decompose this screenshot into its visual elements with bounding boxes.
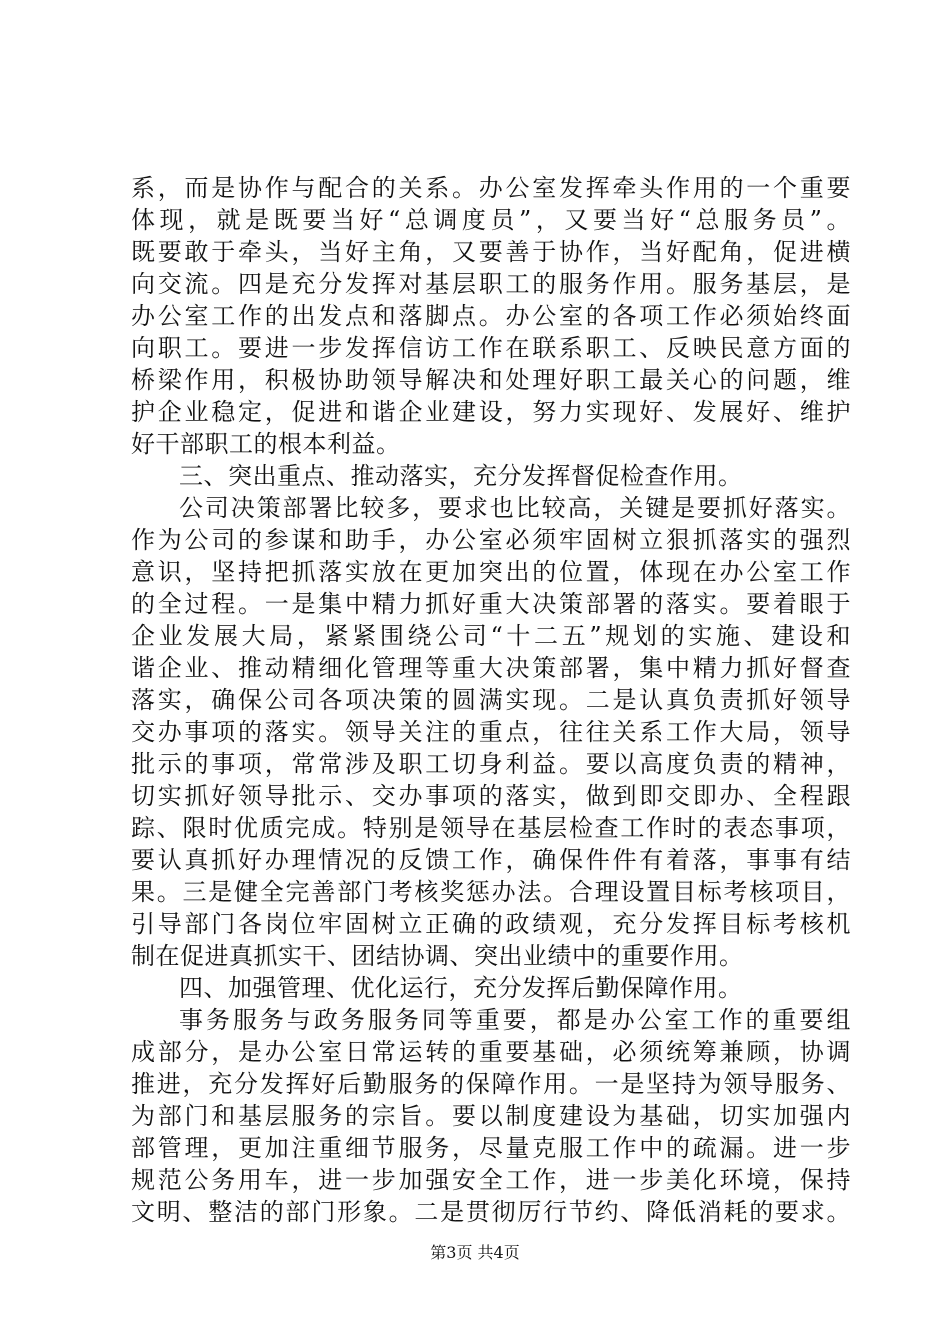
text-line: 为部门和基层服务的宗旨。要以制度建设为基础，切实加强内	[131, 1102, 851, 1130]
text-line: 作为公司的参谋和助手，办公室必须牢固树立狠抓落实的强烈	[131, 526, 851, 554]
text-line: 切实抓好领导批示、交办事项的落实，做到即交即办、全程跟	[131, 782, 851, 810]
text-line: 向职工。要进一步发挥信访工作在联系职工、反映民意方面的	[131, 334, 851, 362]
text-line: 体现，就是既要当好“总调度员”，又要当好“总服务员”。	[131, 206, 851, 234]
text-line: 四、加强管理、优化运行，充分发挥后勤保障作用。	[179, 974, 743, 1002]
text-line: 好干部职工的根本利益。	[131, 430, 401, 458]
text-line: 既要敢于牵头，当好主角，又要善于协作，当好配角，促进横	[131, 238, 851, 266]
text-line: 部管理，更加注重细节服务，尽量克服工作中的疏漏。进一步	[131, 1134, 851, 1162]
body-text	[131, 172, 851, 1228]
text-line: 成部分，是办公室日常运转的重要基础，必须统筹兼顾，协调	[131, 1038, 851, 1066]
text-line: 企业发展大局，紧紧围绕公司“十二五”规划的实施、建设和	[131, 622, 851, 650]
text-line: 公司决策部署比较多，要求也比较高，关键是要抓好落实。	[179, 494, 851, 522]
text-line: 护企业稳定，促进和谐企业建设，努力实现好、发展好、维护	[131, 398, 851, 426]
text-line: 引导部门各岗位牢固树立正确的政绩观，充分发挥目标考核机	[131, 910, 851, 938]
text-line: 事务服务与政务服务同等重要，都是办公室工作的重要组	[179, 1006, 851, 1034]
text-line: 文明、整洁的部门形象。二是贯彻厉行节约、降低消耗的要求。	[131, 1198, 851, 1226]
text-line: 办公室工作的出发点和落脚点。办公室的各项工作必须始终面	[131, 302, 851, 330]
text-line: 向交流。四是充分发挥对基层职工的服务作用。服务基层，是	[131, 270, 851, 298]
text-line: 批示的事项，常常涉及职工切身利益。要以高度负责的精神，	[131, 750, 851, 778]
text-line: 三、突出重点、推动落实，充分发挥督促检查作用。	[179, 462, 743, 490]
text-line: 交办事项的落实。领导关注的重点，往往关系工作大局，领导	[131, 718, 851, 746]
text-line: 制在促进真抓实干、团结协调、突出业绩中的重要作用。	[131, 942, 744, 970]
page-footer: 第3页 共4页	[430, 1243, 520, 1262]
text-line: 踪、限时优质完成。特别是领导在基层检查工作时的表态事项，	[131, 814, 851, 842]
text-line: 桥梁作用，积极协助领导解决和处理好职工最关心的问题，维	[131, 366, 851, 394]
text-line: 系，而是协作与配合的关系。办公室发挥牵头作用的一个重要	[131, 174, 851, 202]
text-line: 的全过程。一是集中精力抓好重大决策部署的落实。要着眼于	[131, 590, 851, 618]
text-line: 推进，充分发挥好后勤服务的保障作用。一是坚持为领导服务、	[131, 1070, 851, 1098]
text-line: 果。三是健全完善部门考核奖惩办法。合理设置目标考核项目，	[131, 878, 851, 906]
text-line: 谐企业、推动精细化管理等重大决策部署，集中精力抓好督查	[131, 654, 851, 682]
text-line: 意识，坚持把抓落实放在更加突出的位置，体现在办公室工作	[131, 558, 851, 586]
text-line: 要认真抓好办理情况的反馈工作，确保件件有着落，事事有结	[131, 846, 851, 874]
text-line: 规范公务用车，进一步加强安全工作，进一步美化环境，保持	[131, 1166, 851, 1194]
text-line: 落实，确保公司各项决策的圆满实现。二是认真负责抓好领导	[131, 686, 851, 714]
